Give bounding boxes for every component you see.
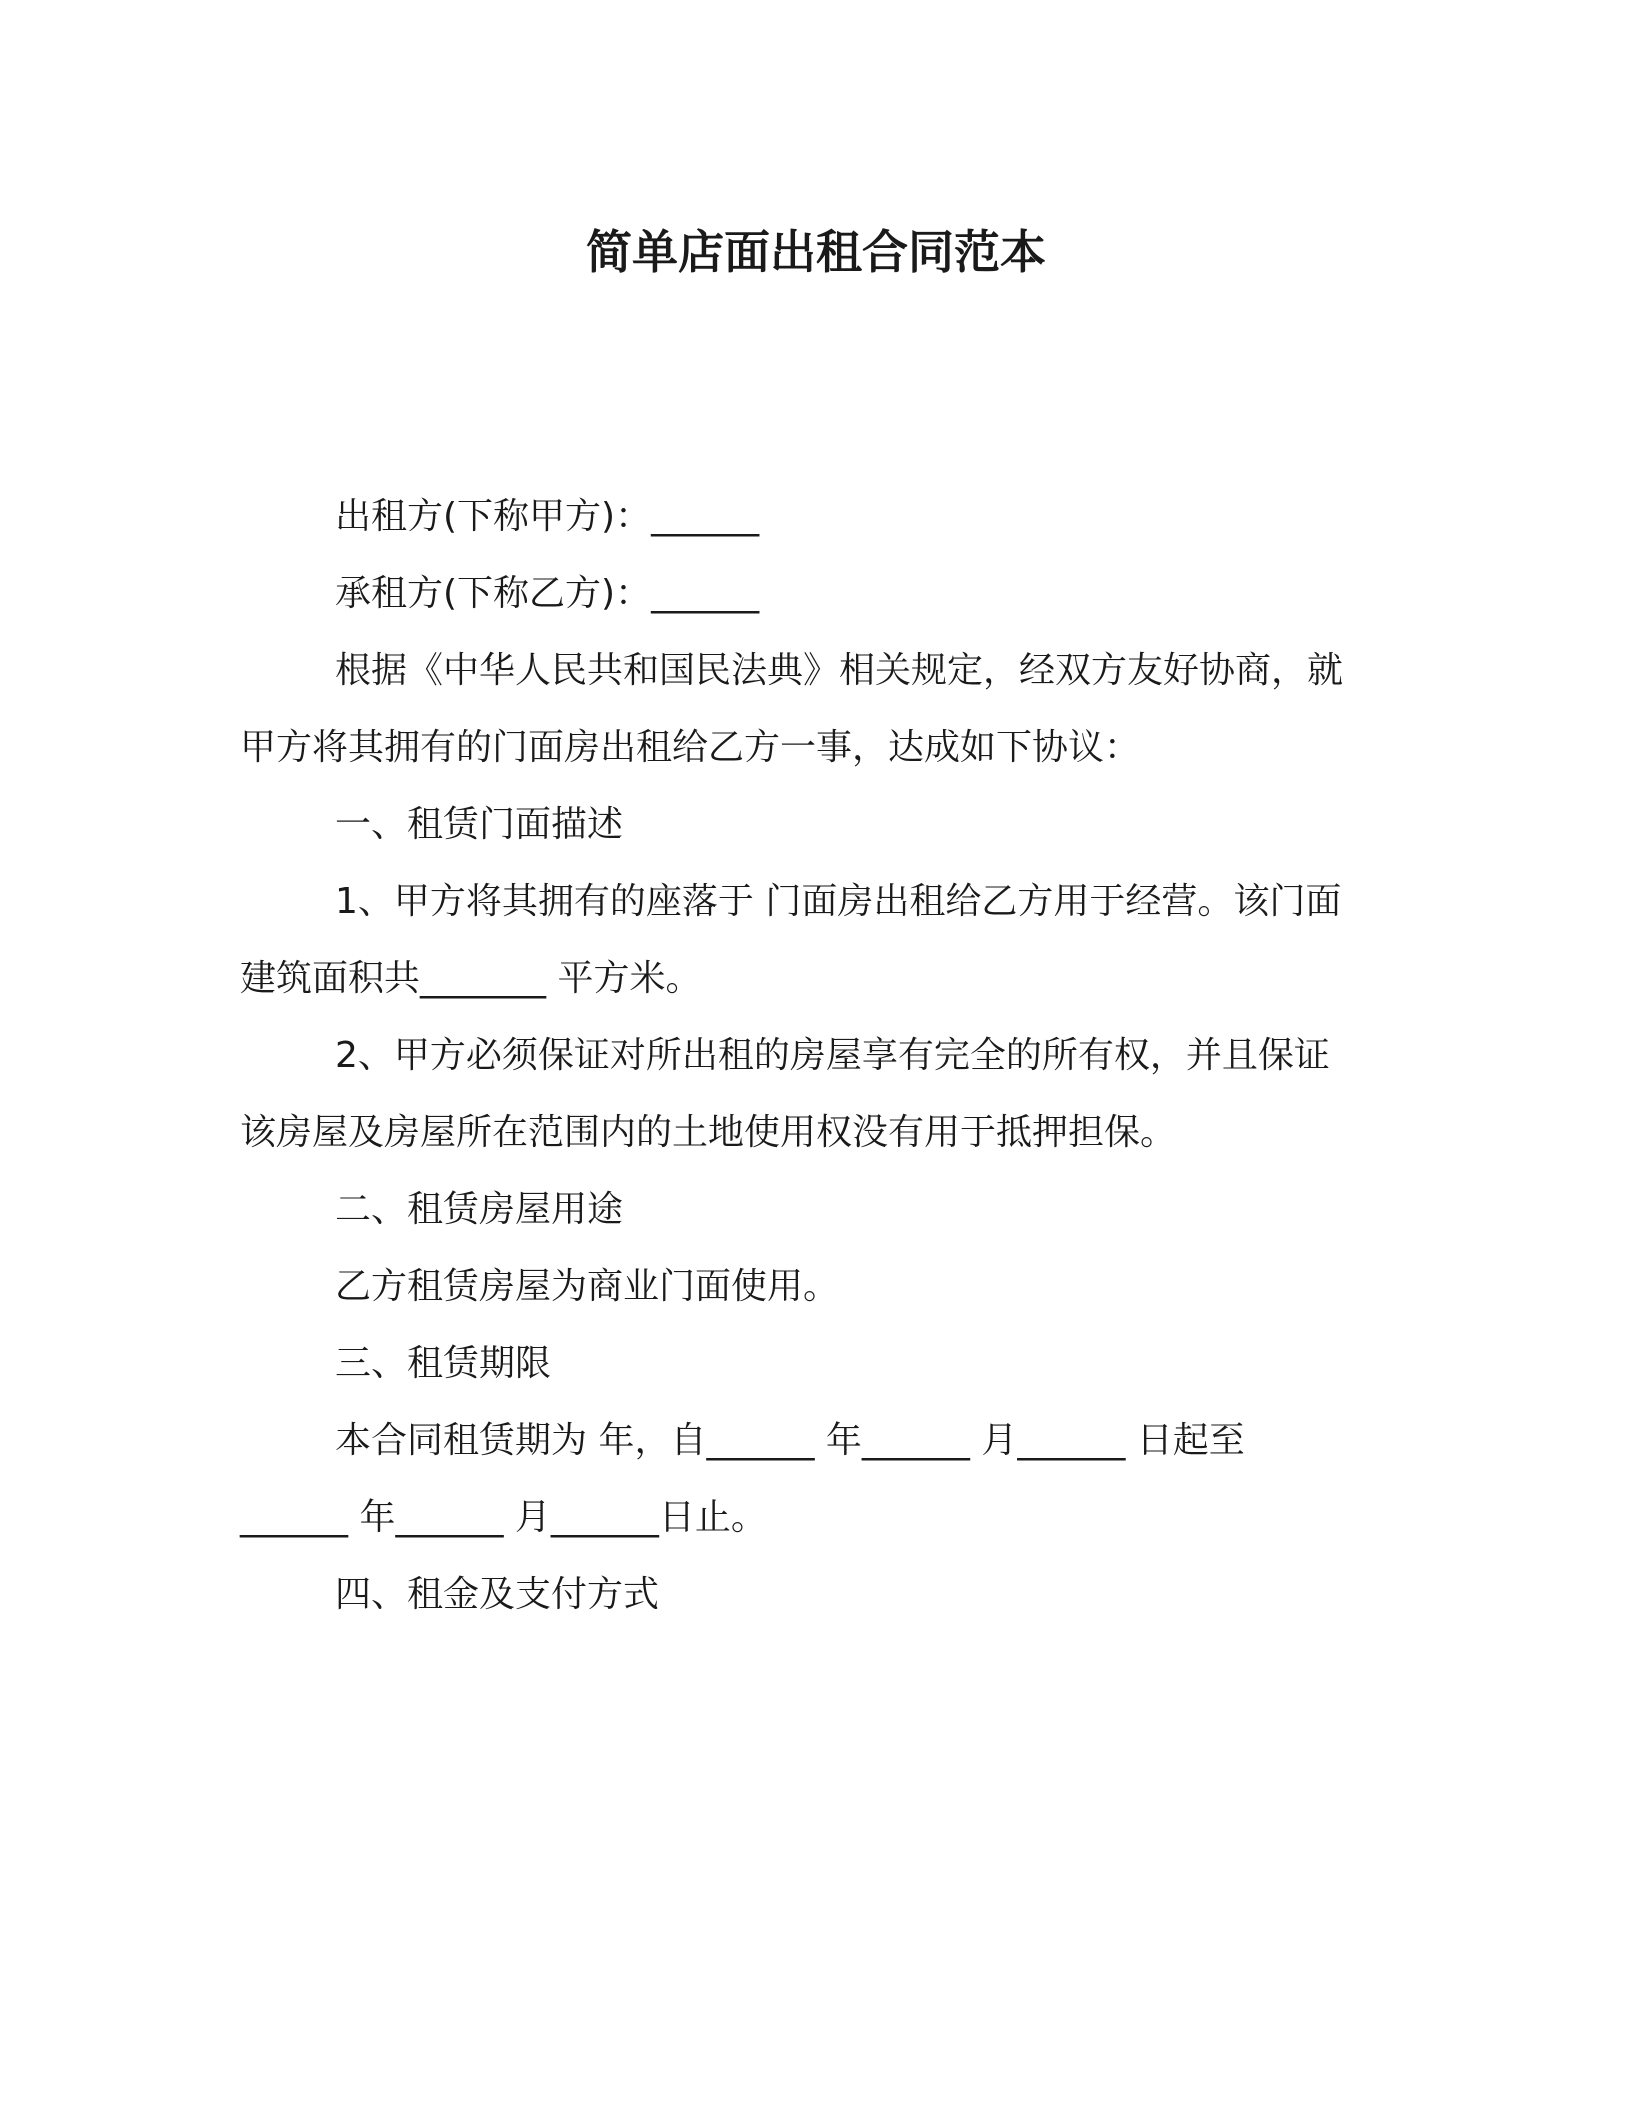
clause-1-paragraph bbox=[240, 876, 1390, 1005]
section-heading-4: 四、租金及支付方式 bbox=[335, 1574, 660, 1615]
term-line-2: ______ 年______ 月______日止。 bbox=[240, 1497, 767, 1538]
term-paragraph bbox=[240, 1415, 1390, 1544]
clause-2-paragraph bbox=[240, 1030, 1390, 1159]
intro-line-1: 根据《中华人民共和国民法典》相关规定，经双方友好协商，就 bbox=[335, 650, 1344, 691]
lessor-line: 出租方(下称甲方)：______ bbox=[335, 496, 760, 537]
section-heading-3: 三、租赁期限 bbox=[335, 1343, 552, 1384]
document-title: 简单店面出租合同范本 bbox=[586, 225, 1046, 279]
usage-paragraph: 乙方租赁房屋为商业门面使用。 bbox=[335, 1266, 840, 1307]
clause-2-line-1: 2、甲方必须保证对所出租的房屋享有完全的所有权，并且保证 bbox=[335, 1035, 1330, 1076]
section-heading-2: 二、租赁房屋用途 bbox=[335, 1189, 624, 1230]
lessee-line: 承租方(下称乙方)：______ bbox=[335, 573, 760, 614]
document-body bbox=[240, 491, 1390, 1621]
section-heading-1: 一、租赁门面描述 bbox=[335, 804, 624, 845]
clause-1-line-2: 建筑面积共_______ 平方米。 bbox=[240, 958, 702, 999]
term-line-1: 本合同租赁期为 年，自______ 年______ 月______ 日起至 bbox=[335, 1420, 1245, 1461]
intro-line-2: 甲方将其拥有的门面房出租给乙方一事，达成如下协议： bbox=[240, 727, 1141, 768]
intro-paragraph bbox=[240, 645, 1390, 774]
clause-1-line-1: 1、甲方将其拥有的座落于 门面房出租给乙方用于经营。该门面 bbox=[335, 881, 1342, 922]
clause-2-line-2: 该房屋及房屋所在范围内的土地使用权没有用于抵押担保。 bbox=[240, 1112, 1177, 1153]
